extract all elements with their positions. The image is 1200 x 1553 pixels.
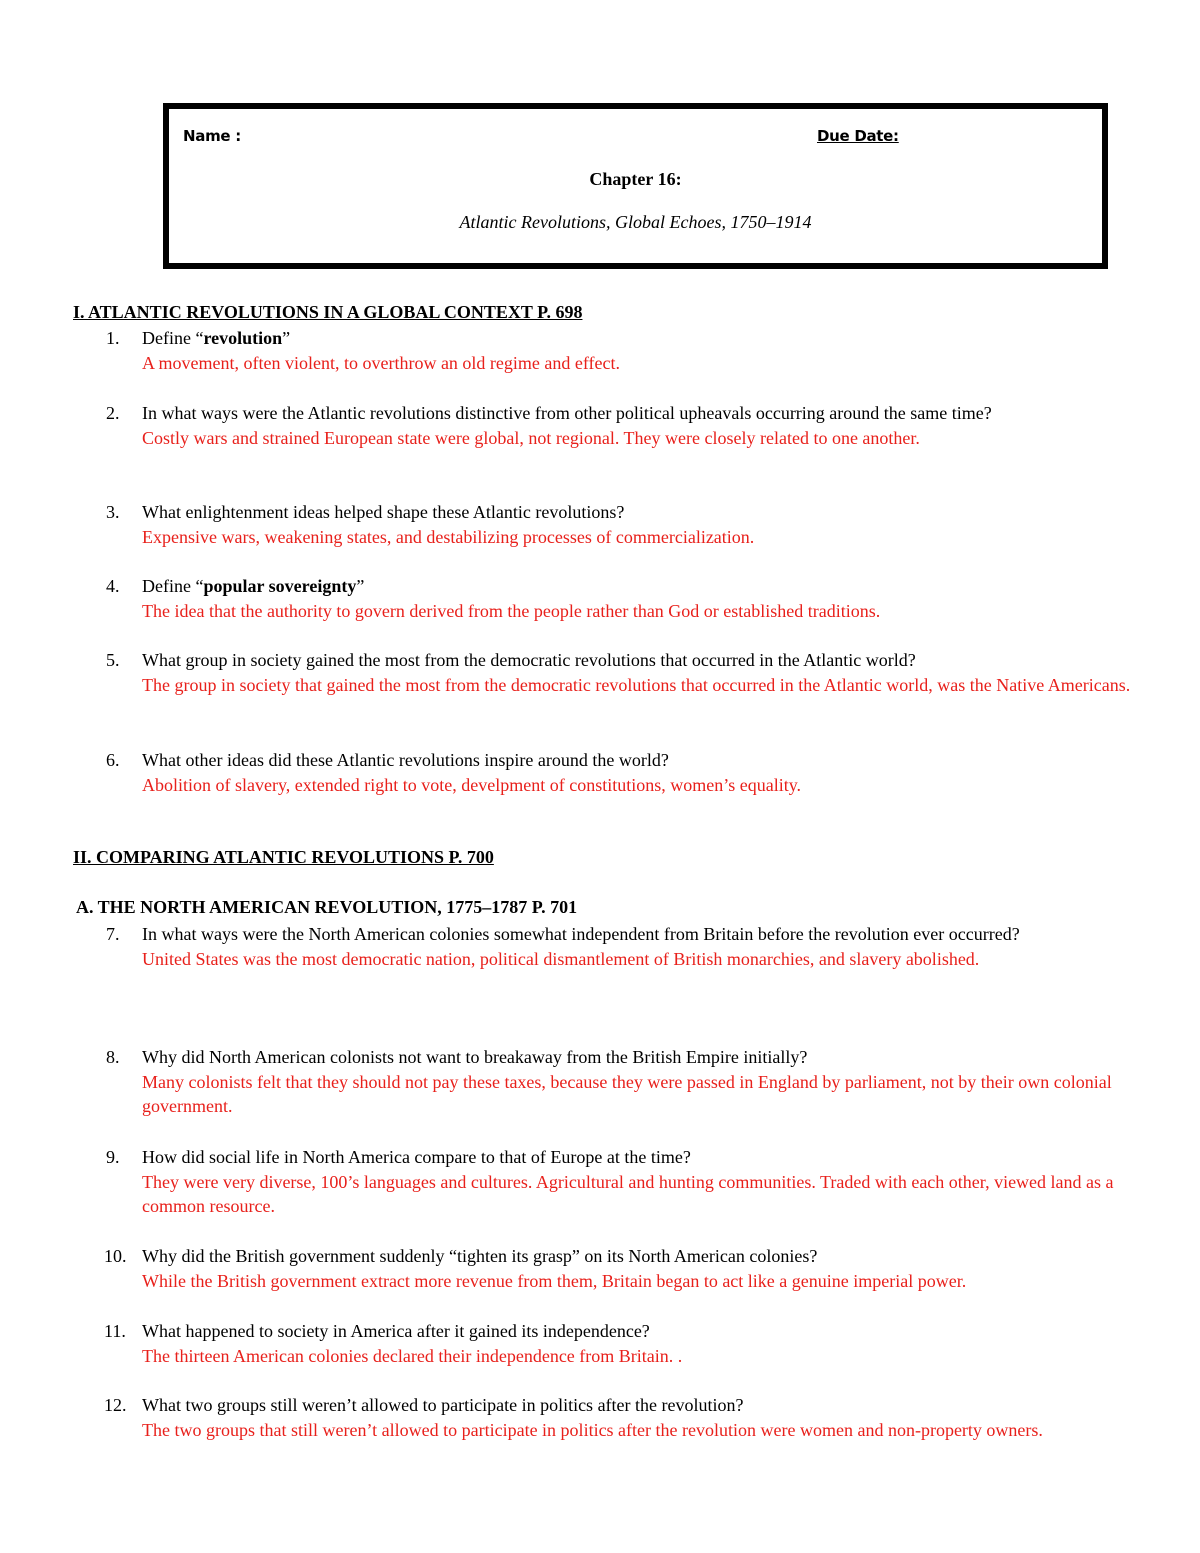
question-2 [106, 401, 1136, 450]
answer-text: The thirteen American colonies declared their independence from Britain. . [142, 1345, 683, 1366]
question-text: Why did the British government suddenly “tighten its grasp” on its North American colonies? [142, 1246, 818, 1266]
answer-text: The two groups that still weren’t allowed to participate in politics after the revolution were women and non-property owners. [142, 1419, 1043, 1440]
name-label: Name : [183, 127, 241, 145]
question-10 [106, 1244, 1136, 1293]
answer-text: Costly wars and strained European state were global, not regional. They were closely related to one another. [142, 427, 920, 448]
section-2-heading: II. COMPARING ATLANTIC REVOLUTIONS P. 700 [73, 847, 494, 867]
answer-text: The idea that the authority to govern derived from the people rather than God or established traditions. [142, 600, 881, 621]
question-7 [106, 922, 1136, 971]
answer-text: United States was the most democratic nation, political dismantlement of British monarchies, and slavery abolished. [142, 948, 980, 969]
question-number: 9. [106, 1147, 120, 1167]
question-text: Define “revolution” [142, 328, 291, 348]
chapter-subtitle: Atlantic Revolutions, Global Echoes, 1750–1914 [459, 212, 812, 232]
question-number: 8. [106, 1047, 120, 1067]
question-text: What enlightenment ideas helped shape these Atlantic revolutions? [142, 502, 625, 522]
answer-text: The group in society that gained the most from the democratic revolutions that occurred in the Atlantic world, was the Native Americans. [142, 674, 1131, 695]
due-date-label: Due Date: [817, 127, 899, 145]
question-number: 4. [106, 576, 120, 596]
question-number: 6. [106, 750, 120, 770]
chapter-title: Chapter 16: [589, 169, 682, 189]
question-4 [106, 574, 1136, 623]
defined-term: popular sovereignty [203, 576, 357, 596]
question-text: In what ways were the North American colonies somewhat independent from Britain before the revolution ever occurred? [142, 924, 1020, 944]
question-text: How did social life in North America compare to that of Europe at the time? [142, 1147, 691, 1167]
defined-term: revolution [203, 328, 283, 348]
question-text: Why did North American colonists not want to breakaway from the British Empire initially? [142, 1047, 808, 1067]
question-number: 5. [106, 650, 120, 670]
question-1 [106, 326, 1136, 375]
question-5 [106, 648, 1136, 697]
question-text: Define “popular sovereignty” [142, 576, 365, 596]
question-11 [106, 1319, 1136, 1368]
question-number: 7. [106, 924, 120, 944]
question-number: 1. [106, 328, 120, 348]
question-6 [106, 748, 1136, 797]
question-text: What happened to society in America after it gained its independence? [142, 1321, 650, 1341]
question-3 [106, 500, 1136, 549]
answer-text: Abolition of slavery, extended right to vote, develpment of constitutions, women’s equality. [142, 774, 802, 795]
question-number: 10. [104, 1246, 127, 1266]
answer-text: While the British government extract more revenue from them, Britain began to act like a genuine imperial power. [142, 1270, 967, 1291]
answer-text: Expensive wars, weakening states, and destabilizing processes of commercialization. [142, 526, 755, 547]
question-9 [106, 1145, 1136, 1219]
question-number: 3. [106, 502, 120, 522]
question-number: 2. [106, 403, 120, 423]
question-text: What group in society gained the most from the democratic revolutions that occurred in the Atlantic world? [142, 650, 916, 670]
question-number: 12. [104, 1395, 127, 1415]
question-12 [106, 1393, 1136, 1442]
answer-text: A movement, often violent, to overthrow an old regime and effect. [142, 352, 621, 373]
question-text: In what ways were the Atlantic revolutions distinctive from other political upheavals occurring around the same time? [142, 403, 992, 423]
answer-text: Many colonists felt that they should not pay these taxes, because they were passed in England by parliament, not by their own colonial government. [142, 1071, 1112, 1116]
answer-text: They were very diverse, 100’s languages and cultures. Agricultural and hunting communities. Traded with each other, viewed land as a common resource. [142, 1171, 1114, 1216]
question-text: What other ideas did these Atlantic revolutions inspire around the world? [142, 750, 669, 770]
question-8 [106, 1045, 1136, 1119]
header-box [163, 103, 1108, 269]
question-text: What two groups still weren’t allowed to participate in politics after the revolution? [142, 1395, 744, 1415]
question-number: 11. [104, 1321, 126, 1341]
subsection-a-heading: A. THE NORTH AMERICAN REVOLUTION, 1775–1787 P. 701 [76, 897, 578, 917]
section-1-heading: I. ATLANTIC REVOLUTIONS IN A GLOBAL CONTEXT P. 698 [73, 302, 583, 322]
